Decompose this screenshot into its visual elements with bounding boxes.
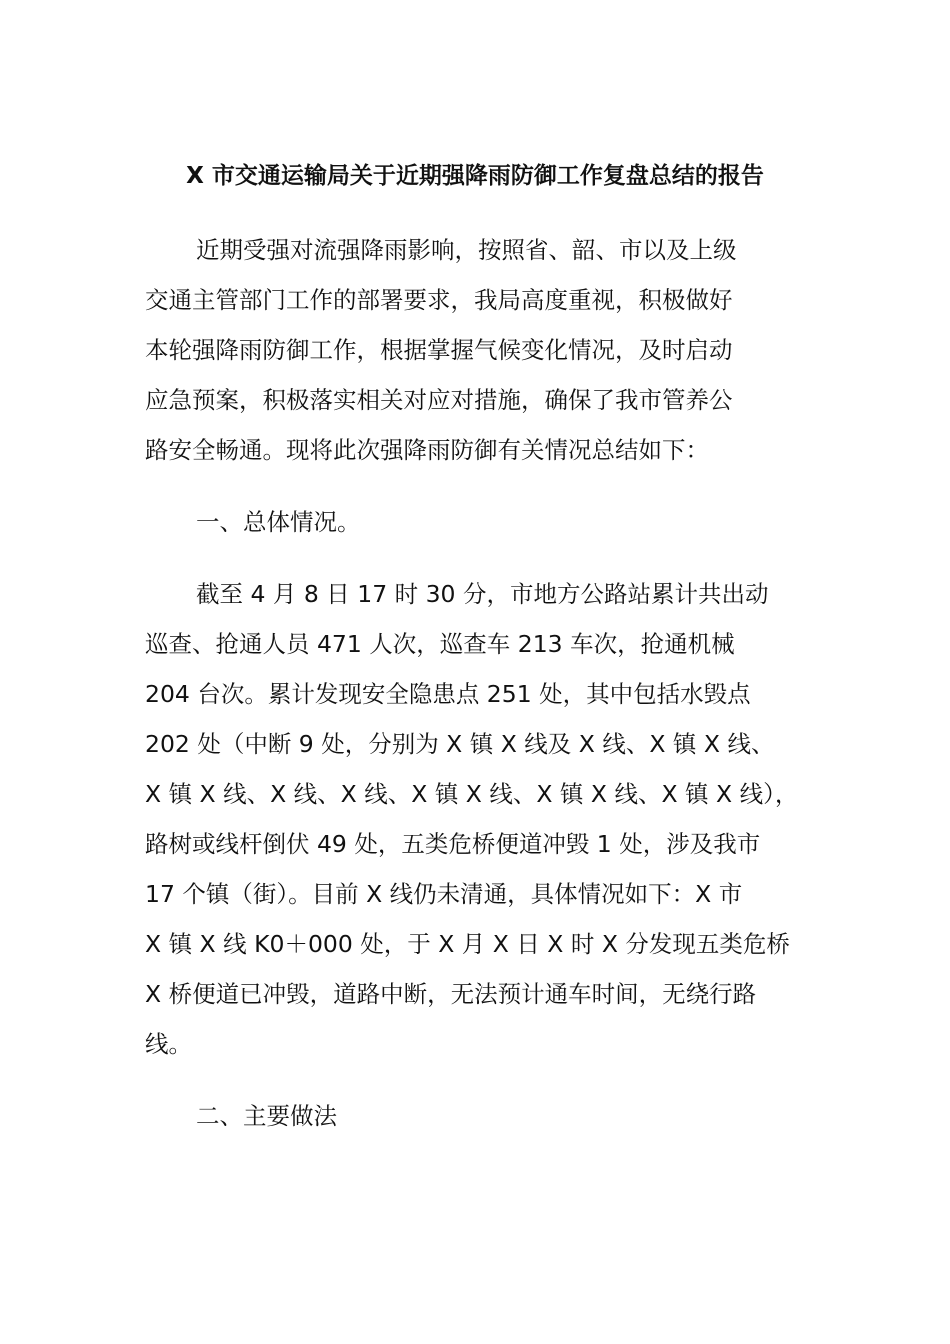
paragraph-line: 截至 4 月 8 日 17 时 30 分，市地方公路站累计共出动 xyxy=(196,580,769,608)
paragraph-line: 17 个镇（街）。目前 X 线仍未清通，具体情况如下：X 市 xyxy=(145,880,743,908)
paragraph-line: 202 处（中断 9 处，分别为 X 镇 X 线及 X 线、X 镇 X 线、 xyxy=(145,730,775,758)
paragraph-line: X 镇 X 线 K0＋000 处，于 X 月 X 日 X 时 X 分发现五类危桥 xyxy=(145,930,790,958)
paragraph-line: 应急预案，积极落实相关对应对措施，确保了我市管养公 xyxy=(145,386,733,414)
paragraph-line: 路树或线杆倒伏 49 处，五类危桥便道冲毁 1 处，涉及我市 xyxy=(145,830,761,858)
paragraph-line: 巡查、抢通人员 471 人次，巡查车 213 车次，抢通机械 xyxy=(145,630,735,658)
paragraph-line: 线。 xyxy=(145,1030,192,1058)
paragraph-line: 本轮强降雨防御工作，根据掌握气候变化情况，及时启动 xyxy=(145,336,733,364)
paragraph-line: 路安全畅通。现将此次强降雨防御有关情况总结如下： xyxy=(145,436,709,464)
section-heading-2: 二、主要做法 xyxy=(196,1102,337,1130)
document-title: X 市交通运输局关于近期强降雨防御工作复盘总结的报告 xyxy=(186,163,764,189)
paragraph-line: 204 台次。累计发现安全隐患点 251 处，其中包括水毁点 xyxy=(145,680,751,708)
paragraph-line: 近期受强对流强降雨影响，按照省、韶、市以及上级 xyxy=(196,236,737,264)
paragraph-line: X 桥便道已冲毁，道路中断，无法预计通车时间，无绕行路 xyxy=(145,980,757,1008)
section-heading-1: 一、总体情况。 xyxy=(196,508,361,536)
paragraph-line: X 镇 X 线、X 线、X 线、X 镇 X 线、X 镇 X 线、X 镇 X 线）， xyxy=(145,780,799,808)
paragraph-line: 交通主管部门工作的部署要求，我局高度重视，积极做好 xyxy=(145,286,733,314)
